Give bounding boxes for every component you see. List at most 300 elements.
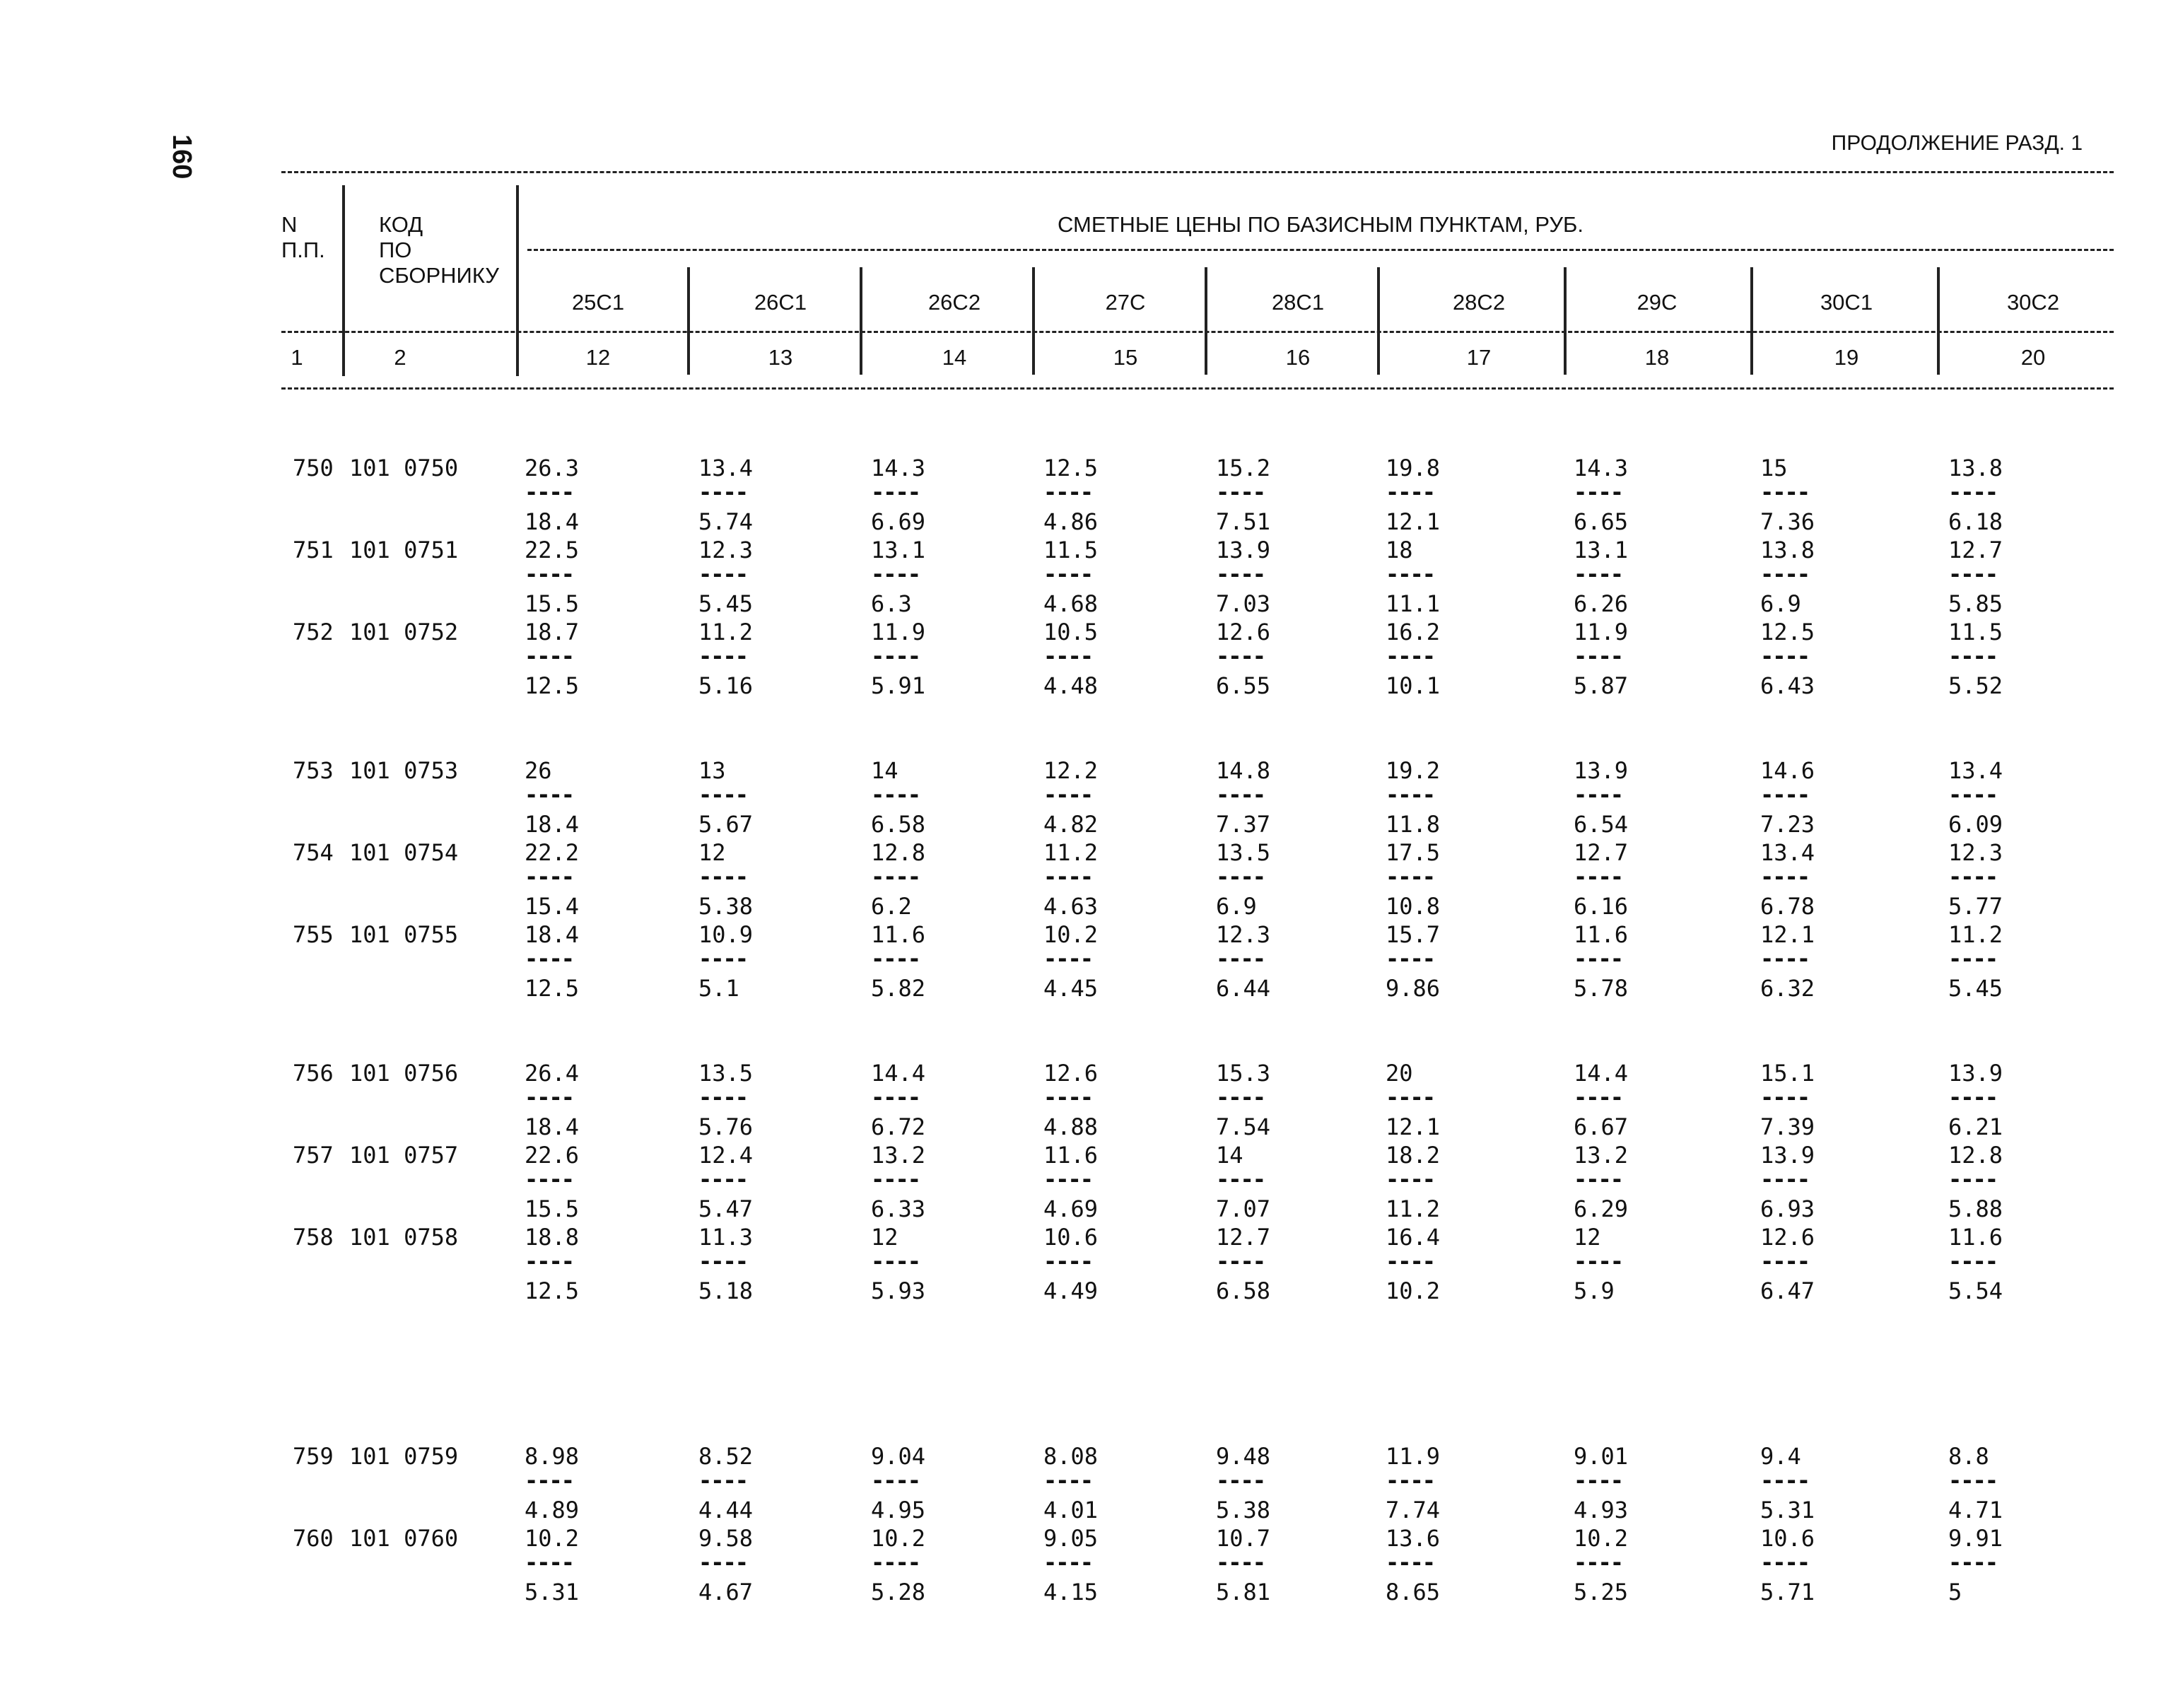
- fraction-separator: ----: [1386, 1248, 1435, 1275]
- price-numerator: 13.4: [698, 455, 754, 481]
- row-code: 101 0750: [349, 455, 459, 481]
- price-denominator: 4.67: [698, 1579, 754, 1605]
- fraction-separator: ----: [871, 1084, 920, 1111]
- point-header: 30С2: [2006, 290, 2060, 315]
- price-denominator: 4.68: [1043, 590, 1099, 617]
- price-numerator: 13.2: [1574, 1142, 1629, 1169]
- price-numerator: 16.4: [1386, 1224, 1441, 1251]
- fraction-separator: ----: [1760, 479, 1810, 505]
- vline-point-2: [860, 267, 862, 375]
- fraction-separator: ----: [1948, 1467, 1998, 1494]
- price-denominator: 5: [1948, 1579, 1962, 1605]
- price-denominator: 6.58: [871, 811, 926, 838]
- price-denominator: 18.4: [525, 1113, 580, 1140]
- price-denominator: 6.18: [1948, 508, 2003, 535]
- price-denominator: 4.69: [1043, 1195, 1099, 1222]
- fraction-separator: ----: [1386, 1467, 1435, 1494]
- row-code: 101 0759: [349, 1443, 459, 1470]
- fraction-separator: ----: [1216, 781, 1265, 808]
- price-numerator: 14.4: [1574, 1060, 1629, 1087]
- fraction-separator: ----: [1386, 1166, 1435, 1193]
- row-number: 757: [293, 1142, 334, 1169]
- row-code: 101 0752: [349, 619, 459, 645]
- price-numerator: 11.9: [871, 619, 926, 645]
- price-denominator: 6.9: [1216, 893, 1257, 920]
- price-numerator: 12.3: [698, 537, 754, 563]
- fraction-separator: ----: [698, 945, 748, 972]
- price-denominator: 5.28: [871, 1579, 926, 1605]
- price-numerator: 11.6: [1574, 921, 1629, 948]
- vline-point-4: [1205, 267, 1207, 375]
- price-numerator: 13.1: [871, 537, 926, 563]
- fraction-separator: ----: [1948, 479, 1998, 505]
- fraction-separator: ----: [871, 561, 920, 587]
- price-denominator: 7.37: [1216, 811, 1271, 838]
- fraction-separator: ----: [525, 1084, 574, 1111]
- fraction-separator: ----: [1760, 643, 1810, 669]
- price-numerator: 11.2: [698, 619, 754, 645]
- price-numerator: 22.2: [525, 839, 580, 866]
- price-numerator: 11.6: [1948, 1224, 2003, 1251]
- vline-point-5: [1377, 267, 1380, 375]
- fraction-separator: ----: [1574, 1549, 1623, 1576]
- price-numerator: 12: [698, 839, 726, 866]
- fraction-separator: ----: [1574, 1248, 1623, 1275]
- price-denominator: 6.69: [871, 508, 926, 535]
- row-code: 101 0755: [349, 921, 459, 948]
- fraction-separator: ----: [1216, 945, 1265, 972]
- price-denominator: 5.93: [871, 1277, 926, 1304]
- price-numerator: 9.48: [1216, 1443, 1271, 1470]
- price-denominator: 6.65: [1574, 508, 1629, 535]
- column-number: 20: [2020, 345, 2046, 370]
- price-denominator: 6.43: [1760, 672, 1815, 699]
- row-number: 758: [293, 1224, 334, 1251]
- price-denominator: 5.78: [1574, 975, 1629, 1002]
- price-numerator: 9.05: [1043, 1525, 1099, 1552]
- price-denominator: 5.82: [871, 975, 926, 1002]
- price-denominator: 5.76: [698, 1113, 754, 1140]
- price-numerator: 12.7: [1216, 1224, 1271, 1251]
- price-numerator: 13.4: [1760, 839, 1815, 866]
- fraction-separator: ----: [1760, 561, 1810, 587]
- price-numerator: 12.2: [1043, 757, 1099, 784]
- price-denominator: 4.93: [1574, 1497, 1629, 1523]
- fraction-separator: ----: [1043, 1467, 1093, 1494]
- price-denominator: 4.44: [698, 1497, 754, 1523]
- fraction-separator: ----: [1386, 479, 1435, 505]
- fraction-separator: ----: [1574, 561, 1623, 587]
- fraction-separator: ----: [1574, 1166, 1623, 1193]
- price-numerator: 15: [1760, 455, 1788, 481]
- price-numerator: 12.6: [1760, 1224, 1815, 1251]
- vline-point-1: [687, 267, 690, 375]
- column-number: 16: [1285, 345, 1311, 370]
- price-denominator: 6.58: [1216, 1277, 1271, 1304]
- fraction-separator: ----: [1574, 781, 1623, 808]
- fraction-separator: ----: [1386, 1549, 1435, 1576]
- fraction-separator: ----: [871, 1166, 920, 1193]
- fraction-separator: ----: [698, 1084, 748, 1111]
- price-numerator: 12.5: [1760, 619, 1815, 645]
- price-numerator: 11.2: [1043, 839, 1099, 866]
- point-header: 30С1: [1820, 290, 1873, 315]
- price-denominator: 5.74: [698, 508, 754, 535]
- price-numerator: 13.6: [1386, 1525, 1441, 1552]
- point-header: 28С1: [1271, 290, 1325, 315]
- price-numerator: 26: [525, 757, 552, 784]
- fraction-separator: ----: [1760, 863, 1810, 890]
- point-header: 29С: [1637, 290, 1678, 315]
- price-denominator: 5.67: [698, 811, 754, 838]
- price-numerator: 12.7: [1574, 839, 1629, 866]
- price-numerator: 18: [1386, 537, 1413, 563]
- price-numerator: 14.8: [1216, 757, 1271, 784]
- price-numerator: 11.2: [1948, 921, 2003, 948]
- fraction-separator: ----: [1216, 1248, 1265, 1275]
- price-denominator: 5.45: [1948, 975, 2003, 1002]
- column-number: 17: [1466, 345, 1492, 370]
- fraction-separator: ----: [525, 1467, 574, 1494]
- column-number: 13: [768, 345, 793, 370]
- price-denominator: 4.48: [1043, 672, 1099, 699]
- price-numerator: 8.98: [525, 1443, 580, 1470]
- fraction-separator: ----: [1043, 945, 1093, 972]
- price-denominator: 10.8: [1386, 893, 1441, 920]
- price-denominator: 18.4: [525, 811, 580, 838]
- price-denominator: 6.9: [1760, 590, 1801, 617]
- fraction-separator: ----: [1574, 479, 1623, 505]
- price-numerator: 14: [1216, 1142, 1243, 1169]
- fraction-separator: ----: [1216, 1166, 1265, 1193]
- fraction-separator: ----: [1043, 479, 1093, 505]
- price-numerator: 18.7: [525, 619, 580, 645]
- price-denominator: 5.38: [1216, 1497, 1271, 1523]
- price-numerator: 11.5: [1948, 619, 2003, 645]
- price-denominator: 4.63: [1043, 893, 1099, 920]
- price-numerator: 8.8: [1948, 1443, 1989, 1470]
- fraction-separator: ----: [1948, 863, 1998, 890]
- fraction-separator: ----: [1043, 1549, 1093, 1576]
- price-denominator: 5.47: [698, 1195, 754, 1222]
- price-denominator: 5.85: [1948, 590, 2003, 617]
- price-numerator: 12.1: [1760, 921, 1815, 948]
- fraction-separator: ----: [1948, 781, 1998, 808]
- price-denominator: 5.1: [698, 975, 739, 1002]
- price-numerator: 9.4: [1760, 1443, 1801, 1470]
- fraction-separator: ----: [871, 781, 920, 808]
- fraction-separator: ----: [1760, 1166, 1810, 1193]
- fraction-separator: ----: [698, 643, 748, 669]
- price-numerator: 22.6: [525, 1142, 580, 1169]
- fraction-separator: ----: [1574, 945, 1623, 972]
- fraction-separator: ----: [1574, 643, 1623, 669]
- price-denominator: 5.18: [698, 1277, 754, 1304]
- fraction-separator: ----: [1386, 561, 1435, 587]
- row-code: 101 0757: [349, 1142, 459, 1169]
- price-denominator: 6.26: [1574, 590, 1629, 617]
- row-code: 101 0758: [349, 1224, 459, 1251]
- price-denominator: 12.5: [525, 975, 580, 1002]
- price-denominator: 6.09: [1948, 811, 2003, 838]
- price-denominator: 5.91: [871, 672, 926, 699]
- price-numerator: 13.9: [1948, 1060, 2003, 1087]
- price-denominator: 6.16: [1574, 893, 1629, 920]
- fraction-separator: ----: [1043, 863, 1093, 890]
- fraction-separator: ----: [1043, 561, 1093, 587]
- fraction-separator: ----: [1386, 945, 1435, 972]
- fraction-separator: ----: [1760, 945, 1810, 972]
- price-numerator: 13.9: [1216, 537, 1271, 563]
- price-numerator: 26.4: [525, 1060, 580, 1087]
- price-numerator: 10.9: [698, 921, 754, 948]
- price-denominator: 7.07: [1216, 1195, 1271, 1222]
- price-denominator: 6.32: [1760, 975, 1815, 1002]
- price-denominator: 4.89: [525, 1497, 580, 1523]
- fraction-separator: ----: [871, 1248, 920, 1275]
- row-number: 753: [293, 757, 334, 784]
- point-header: 25С1: [571, 290, 625, 315]
- price-denominator: 7.74: [1386, 1497, 1441, 1523]
- fraction-separator: ----: [871, 1549, 920, 1576]
- price-numerator: 13.4: [1948, 757, 2003, 784]
- price-numerator: 9.58: [698, 1525, 754, 1552]
- fraction-separator: ----: [1216, 479, 1265, 505]
- fraction-separator: ----: [1043, 781, 1093, 808]
- price-numerator: 12.8: [1948, 1142, 2003, 1169]
- price-numerator: 10.5: [1043, 619, 1099, 645]
- vline-code: [516, 185, 519, 376]
- price-numerator: 12.5: [1043, 455, 1099, 481]
- fraction-separator: ----: [1386, 863, 1435, 890]
- row-code: 101 0753: [349, 757, 459, 784]
- page-number: 160: [167, 134, 197, 180]
- price-numerator: 9.04: [871, 1443, 926, 1470]
- fraction-separator: ----: [1760, 781, 1810, 808]
- price-numerator: 9.91: [1948, 1525, 2003, 1552]
- fraction-separator: ----: [525, 945, 574, 972]
- fraction-separator: ----: [698, 1166, 748, 1193]
- price-numerator: 11.9: [1574, 619, 1629, 645]
- header-bottom-rule: [281, 331, 2114, 333]
- price-denominator: 5.81: [1216, 1579, 1271, 1605]
- column-number: 12: [585, 345, 611, 370]
- vline-point-7: [1750, 267, 1753, 375]
- fraction-separator: ----: [1948, 1166, 1998, 1193]
- fraction-separator: ----: [525, 1248, 574, 1275]
- fraction-separator: ----: [1386, 643, 1435, 669]
- column-number: 19: [1834, 345, 1859, 370]
- fraction-separator: ----: [698, 479, 748, 505]
- price-denominator: 5.77: [1948, 893, 2003, 920]
- fraction-separator: ----: [1216, 643, 1265, 669]
- price-denominator: 15.5: [525, 1195, 580, 1222]
- row-number: 752: [293, 619, 334, 645]
- price-numerator: 13.8: [1948, 455, 2003, 481]
- fraction-separator: ----: [698, 1549, 748, 1576]
- price-numerator: 13.9: [1760, 1142, 1815, 1169]
- row-number: 760: [293, 1525, 334, 1552]
- price-denominator: 6.2: [871, 893, 912, 920]
- price-numerator: 11.3: [698, 1224, 754, 1251]
- fraction-separator: ----: [1043, 1084, 1093, 1111]
- fraction-separator: ----: [525, 561, 574, 587]
- price-numerator: 19.2: [1386, 757, 1441, 784]
- price-denominator: 6.67: [1574, 1113, 1629, 1140]
- price-numerator: 14: [871, 757, 898, 784]
- row-number: 751: [293, 537, 334, 563]
- price-denominator: 4.82: [1043, 811, 1099, 838]
- fraction-separator: ----: [1386, 1084, 1435, 1111]
- price-numerator: 10.6: [1760, 1525, 1815, 1552]
- fraction-separator: ----: [1574, 1467, 1623, 1494]
- price-numerator: 10.2: [525, 1525, 580, 1552]
- price-numerator: 15.3: [1216, 1060, 1271, 1087]
- price-denominator: 5.9: [1574, 1277, 1615, 1304]
- price-denominator: 5.45: [698, 590, 754, 617]
- fraction-separator: ----: [698, 1467, 748, 1494]
- price-numerator: 15.7: [1386, 921, 1441, 948]
- price-numerator: 18.8: [525, 1224, 580, 1251]
- price-numerator: 13.5: [1216, 839, 1271, 866]
- price-numerator: 12.4: [698, 1142, 754, 1169]
- price-denominator: 12.1: [1386, 1113, 1441, 1140]
- fraction-separator: ----: [1948, 1084, 1998, 1111]
- price-numerator: 11.5: [1043, 537, 1099, 563]
- price-numerator: 17.5: [1386, 839, 1441, 866]
- price-numerator: 12.8: [871, 839, 926, 866]
- price-denominator: 4.45: [1043, 975, 1099, 1002]
- fraction-separator: ----: [871, 945, 920, 972]
- price-denominator: 6.78: [1760, 893, 1815, 920]
- price-numerator: 13: [698, 757, 726, 784]
- price-denominator: 5.52: [1948, 672, 2003, 699]
- price-denominator: 6.93: [1760, 1195, 1815, 1222]
- price-numerator: 12: [1574, 1224, 1601, 1251]
- price-denominator: 7.51: [1216, 508, 1271, 535]
- price-denominator: 15.5: [525, 590, 580, 617]
- price-numerator: 16.2: [1386, 619, 1441, 645]
- price-denominator: 5.31: [1760, 1497, 1815, 1523]
- price-denominator: 12.1: [1386, 508, 1441, 535]
- price-denominator: 6.3: [871, 590, 912, 617]
- fraction-separator: ----: [1386, 781, 1435, 808]
- fraction-separator: ----: [525, 1166, 574, 1193]
- price-denominator: 4.95: [871, 1497, 926, 1523]
- price-numerator: 8.52: [698, 1443, 754, 1470]
- fraction-separator: ----: [525, 863, 574, 890]
- vline-point-8: [1937, 267, 1940, 375]
- price-denominator: 4.71: [1948, 1497, 2003, 1523]
- row-code: 101 0760: [349, 1525, 459, 1552]
- price-numerator: 12.6: [1216, 619, 1271, 645]
- fraction-separator: ----: [1574, 1084, 1623, 1111]
- fraction-separator: ----: [1760, 1084, 1810, 1111]
- price-denominator: 6.21: [1948, 1113, 2003, 1140]
- column-number: 15: [1113, 345, 1138, 370]
- price-denominator: 7.03: [1216, 590, 1271, 617]
- fraction-separator: ----: [698, 561, 748, 587]
- price-numerator: 13.2: [871, 1142, 926, 1169]
- price-numerator: 11.6: [871, 921, 926, 948]
- column-number: 2: [394, 345, 406, 370]
- col-number-rule: [281, 387, 2114, 390]
- price-denominator: 5.71: [1760, 1579, 1815, 1605]
- price-numerator: 14.4: [871, 1060, 926, 1087]
- column-number: 14: [942, 345, 967, 370]
- price-denominator: 10.1: [1386, 672, 1441, 699]
- fraction-separator: ----: [1948, 643, 1998, 669]
- fraction-separator: ----: [1216, 863, 1265, 890]
- price-numerator: 10.2: [871, 1525, 926, 1552]
- fraction-separator: ----: [1043, 1248, 1093, 1275]
- fraction-separator: ----: [871, 479, 920, 505]
- price-numerator: 13.5: [698, 1060, 754, 1087]
- price-numerator: 12.3: [1948, 839, 2003, 866]
- price-denominator: 18.4: [525, 508, 580, 535]
- price-denominator: 4.49: [1043, 1277, 1099, 1304]
- fraction-separator: ----: [1760, 1549, 1810, 1576]
- vline-point-3: [1032, 267, 1035, 375]
- price-denominator: 5.25: [1574, 1579, 1629, 1605]
- fraction-separator: ----: [1948, 1248, 1998, 1275]
- price-denominator: 7.23: [1760, 811, 1815, 838]
- fraction-separator: ----: [1948, 561, 1998, 587]
- price-numerator: 14.3: [871, 455, 926, 481]
- fraction-separator: ----: [871, 1467, 920, 1494]
- fraction-separator: ----: [698, 863, 748, 890]
- price-numerator: 9.01: [1574, 1443, 1629, 1470]
- fraction-separator: ----: [525, 479, 574, 505]
- price-numerator: 19.8: [1386, 455, 1441, 481]
- price-numerator: 12.6: [1043, 1060, 1099, 1087]
- fraction-separator: ----: [1948, 945, 1998, 972]
- price-numerator: 26.3: [525, 455, 580, 481]
- price-denominator: 7.54: [1216, 1113, 1271, 1140]
- price-denominator: 6.47: [1760, 1277, 1815, 1304]
- price-denominator: 7.36: [1760, 508, 1815, 535]
- row-number: 756: [293, 1060, 334, 1087]
- point-header: 28С2: [1452, 290, 1506, 315]
- price-numerator: 11.6: [1043, 1142, 1099, 1169]
- fraction-separator: ----: [525, 643, 574, 669]
- price-denominator: 11.2: [1386, 1195, 1441, 1222]
- fraction-separator: ----: [1043, 643, 1093, 669]
- fraction-separator: ----: [698, 781, 748, 808]
- price-denominator: 4.15: [1043, 1579, 1099, 1605]
- price-denominator: 5.16: [698, 672, 754, 699]
- price-denominator: 5.87: [1574, 672, 1629, 699]
- price-numerator: 15.1: [1760, 1060, 1815, 1087]
- fraction-separator: ----: [1216, 1467, 1265, 1494]
- header-top-rule: [281, 171, 2114, 173]
- price-denominator: 15.4: [525, 893, 580, 920]
- price-numerator: 18.2: [1386, 1142, 1441, 1169]
- price-denominator: 6.33: [871, 1195, 926, 1222]
- price-denominator: 6.72: [871, 1113, 926, 1140]
- fraction-separator: ----: [1760, 1467, 1810, 1494]
- price-numerator: 15.2: [1216, 455, 1271, 481]
- fraction-separator: ----: [871, 863, 920, 890]
- price-numerator: 13.8: [1760, 537, 1815, 563]
- fraction-separator: ----: [1760, 1248, 1810, 1275]
- point-header: 26С2: [927, 290, 981, 315]
- fraction-separator: ----: [1948, 1549, 1998, 1576]
- price-numerator: 13.1: [1574, 537, 1629, 563]
- price-denominator: 5.54: [1948, 1277, 2003, 1304]
- price-numerator: 10.6: [1043, 1224, 1099, 1251]
- price-numerator: 18.4: [525, 921, 580, 948]
